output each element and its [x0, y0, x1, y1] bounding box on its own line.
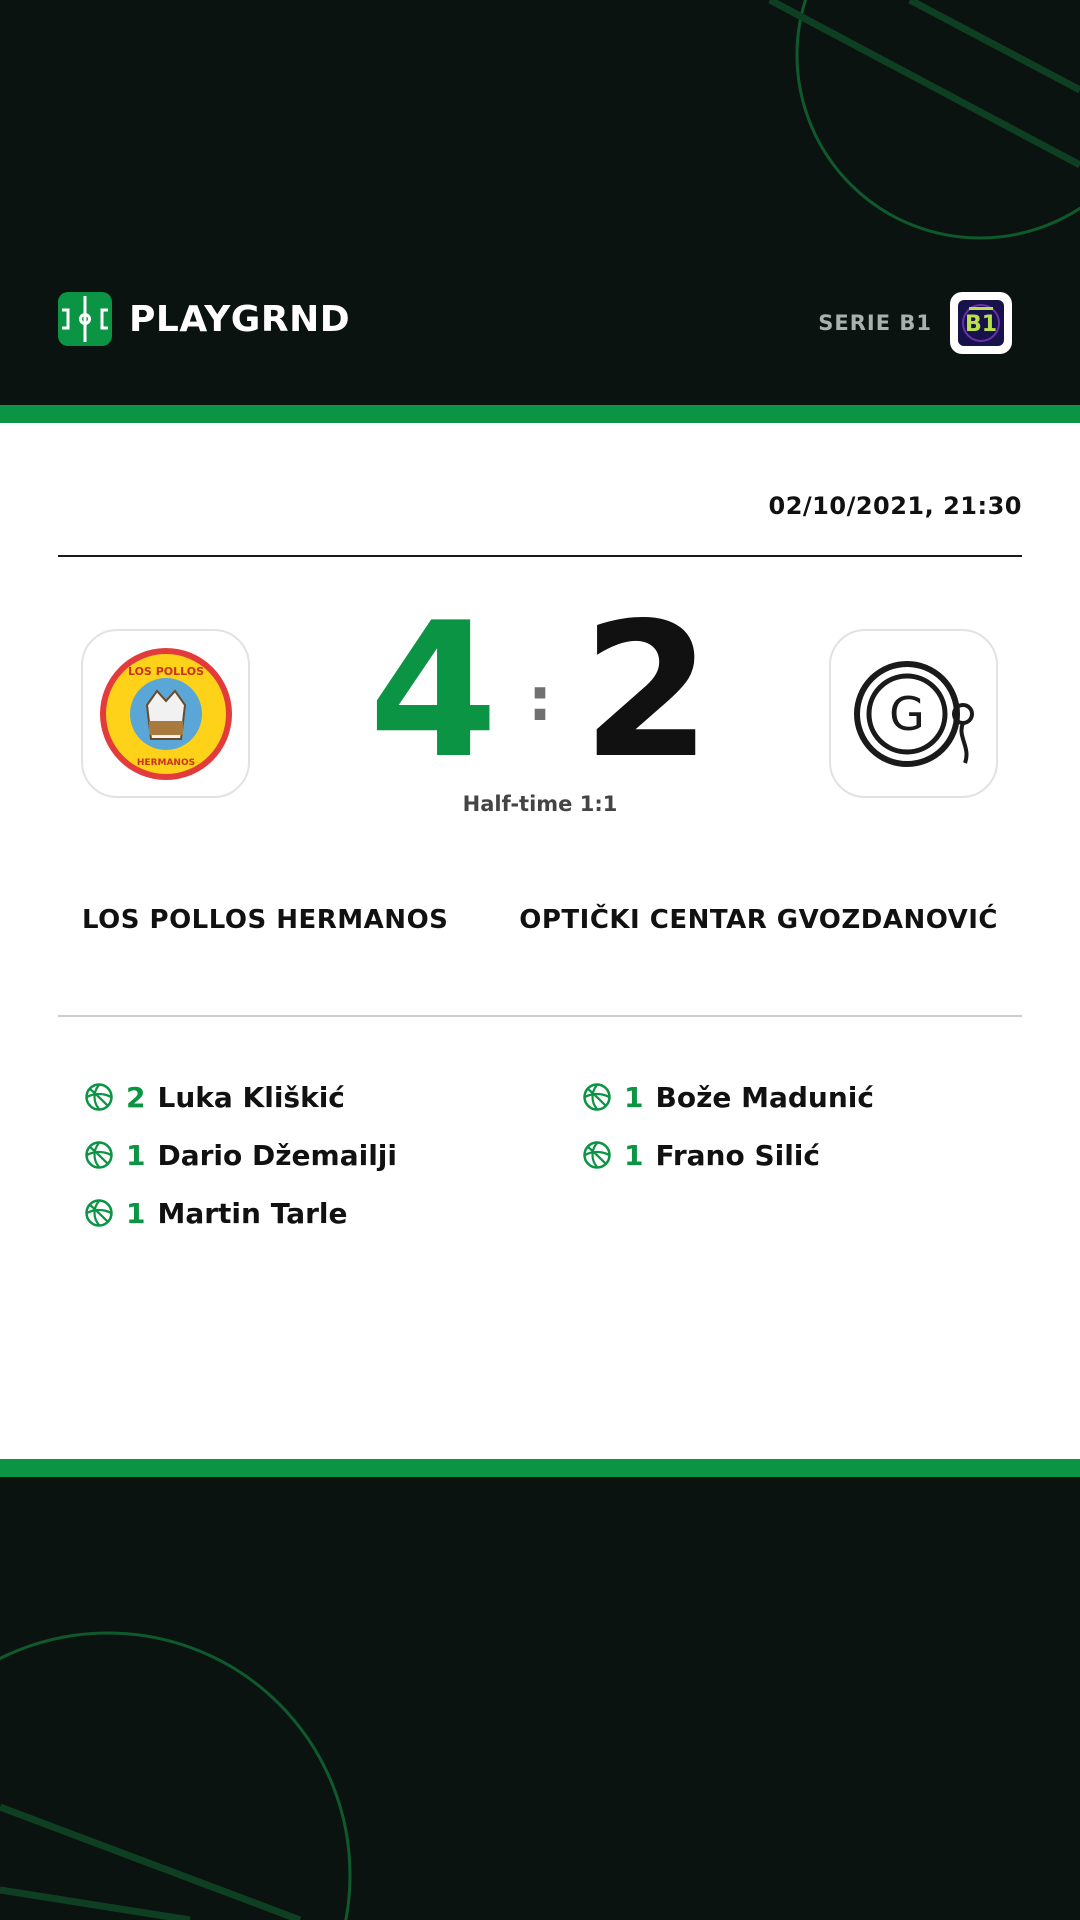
los-pollos-hermanos-logo — [99, 647, 233, 781]
score-separator: : — [528, 665, 552, 735]
accent-bar-top — [0, 405, 1080, 423]
league — [818, 292, 1012, 354]
divider — [58, 555, 1022, 557]
player-name: Bože Madunić — [655, 1080, 874, 1114]
opticki-centar-logo — [847, 647, 981, 781]
brand-name: PLAYGRND — [129, 298, 351, 340]
away-scorers — [582, 1068, 874, 1184]
football-pitch-icon — [58, 292, 112, 346]
svg-text:LOS POLLOS: LOS POLLOS — [127, 664, 204, 678]
goal-count: 1 — [126, 1196, 146, 1230]
ball-icon — [582, 1140, 612, 1170]
ball-icon — [84, 1082, 114, 1112]
ball-icon — [582, 1082, 612, 1112]
scorer-row — [84, 1068, 397, 1126]
home-team-name: LOS POLLOS HERMANOS — [82, 905, 449, 935]
player-name: Dario Džemailji — [157, 1138, 398, 1172]
scorer-row — [582, 1068, 874, 1126]
home-scorers — [84, 1068, 397, 1242]
goal-count: 1 — [624, 1080, 644, 1114]
ball-icon — [84, 1198, 114, 1228]
svg-text:B1: B1 — [964, 312, 998, 337]
goal-count: 1 — [624, 1138, 644, 1172]
away-team-logo — [829, 629, 998, 798]
header-band — [0, 0, 1080, 405]
svg-text:HERMANOS: HERMANOS — [136, 757, 195, 768]
ball-icon — [84, 1140, 114, 1170]
scorer-row — [84, 1184, 397, 1242]
home-team-logo — [81, 629, 250, 798]
pitch-decoration — [0, 1477, 1080, 1920]
away-score: 2 — [582, 582, 712, 799]
accent-bar-bottom — [0, 1459, 1080, 1477]
away-team-name: OPTIČKI CENTAR GVOZDANOVIĆ — [519, 905, 998, 935]
match-datetime: 02/10/2021, 21:30 — [768, 492, 1022, 520]
goal-count: 2 — [126, 1080, 146, 1114]
player-name: Martin Tarle — [157, 1196, 348, 1230]
svg-text:G: G — [888, 686, 925, 741]
scorer-row — [582, 1126, 874, 1184]
result-card — [0, 423, 1080, 1459]
divider-light — [58, 1015, 1022, 1017]
scoreline — [340, 582, 740, 799]
footer-band — [0, 1477, 1080, 1920]
league-name: SERIE B1 — [818, 311, 932, 335]
brand — [58, 292, 350, 346]
home-score: 4 — [368, 582, 498, 799]
player-name: Frano Silić — [655, 1138, 820, 1172]
goal-count: 1 — [126, 1138, 146, 1172]
serie-b1-badge-icon — [950, 292, 1012, 354]
halftime-score: Half-time 1:1 — [462, 792, 618, 816]
scorer-row — [84, 1126, 397, 1184]
player-name: Luka Kliškić — [157, 1080, 345, 1114]
